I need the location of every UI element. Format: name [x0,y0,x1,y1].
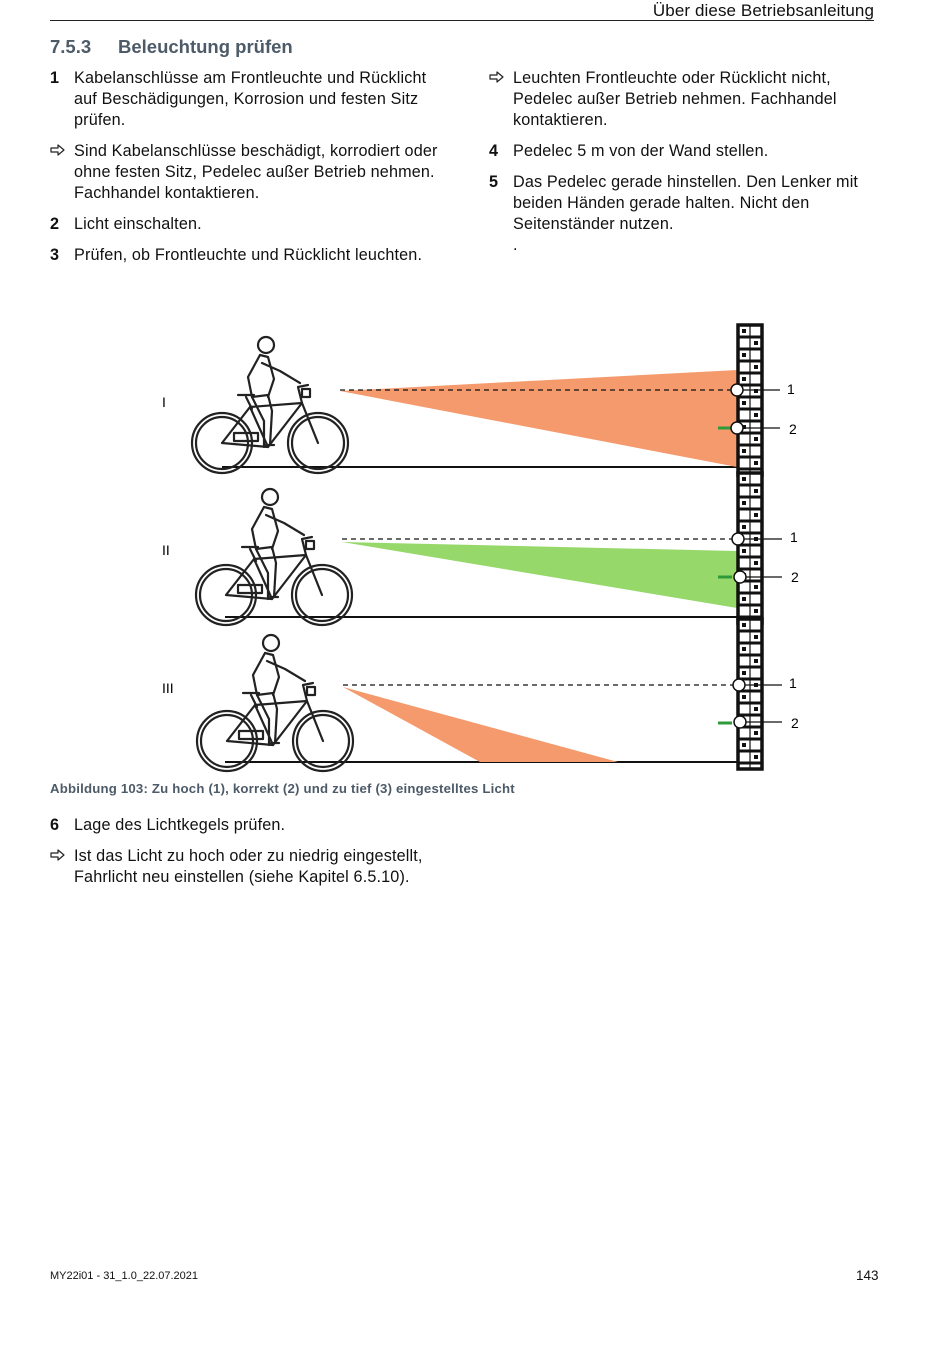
row-too-low [162,619,799,771]
light-beam-correct [342,542,737,608]
callout-label-1: 1 [790,529,798,545]
row-too-high [162,325,797,475]
right-column [489,68,889,266]
item-text: Das Pedelec gerade hinstellen. Den Lenker mit beiden Händen gerade halten. Nicht den Seitenständer nutzen. . [513,173,859,254]
instruction-step [50,214,450,235]
result-arrow-icon [50,849,65,861]
light-beam-too-high [340,370,737,467]
step-number: 1 [50,69,60,87]
row-label-1: I [162,394,166,410]
result-arrow-icon [489,71,504,83]
step-number: 3 [50,246,60,264]
pedelec-rider-icon [196,489,352,625]
item-text: Pedelec 5 m von der Wand stellen. [513,142,769,160]
callout-point-1 [733,679,745,691]
pedelec-rider-icon [192,337,348,473]
callout-point-1 [732,533,744,545]
result-arrow-icon [50,144,65,156]
callout-label-2: 2 [789,421,797,437]
figure-headlight-check [0,315,950,775]
running-header: Über diese Betriebsanleitung [652,1,874,20]
footer-doc-id: MY22i01 - 31_1.0_22.07.2021 [50,1270,199,1282]
callout-label-2: 2 [791,715,799,731]
instruction-step [50,815,450,836]
step-number: 5 [489,173,499,191]
left-column [50,68,450,276]
pedelec-rider-icon [197,635,353,771]
section-title: Beleuchtung prüfen [118,36,293,57]
wall-icon [738,619,762,769]
item-text: Lage des Lichtkegels prüfen. [74,816,286,834]
section-heading [50,36,293,58]
result-item [50,846,450,888]
callout-label-1: 1 [789,675,797,691]
item-text: Kabelanschlüsse am Frontleuchte und Rücklicht auf Beschädigungen, Korrosion und festen Sitz prüfen. [74,69,427,129]
callout-point-2 [731,422,743,434]
item-text: Ist das Licht zu hoch oder zu niedrig eingestellt, Fahrlicht neu einstellen (siehe Kapitel 6.5.10). [74,847,423,886]
bottom-column [50,815,450,898]
footer-page-number: 143 [856,1268,879,1283]
wall-icon [738,325,762,475]
instruction-step [489,141,889,162]
row-correct [162,473,799,625]
step-number: 6 [50,816,60,834]
row-label-2: II [162,542,170,558]
step-number: 4 [489,142,499,160]
callout-point-1 [731,384,743,396]
item-text: Leuchten Frontleuchte oder Rücklicht nicht, Pedelec außer Betrieb nehmen. Fachhandel kontaktieren. [513,69,837,129]
result-item [489,68,889,131]
item-text: Prüfen, ob Frontleuchte und Rücklicht leuchten. [74,246,423,264]
row-label-3: III [162,680,174,696]
item-text: Licht einschalten. [74,215,202,233]
instruction-step [50,245,450,266]
instruction-step [50,68,450,131]
callout-label-2: 2 [791,569,799,585]
section-number: 7.5.3 [50,36,92,57]
instruction-step [489,172,889,256]
light-beam-too-low [343,687,618,762]
step-number: 2 [50,215,60,233]
result-item [50,141,450,204]
callout-point-2 [734,716,746,728]
figure-caption: Abbildung 103: Zu hoch (1), korrekt (2) und zu tief (3) eingestelltes Licht [50,781,515,796]
item-text: Sind Kabelanschlüsse beschädigt, korrodiert oder ohne festen Sitz, Pedelec außer Betrieb nehmen. Fachhandel kontaktieren. [74,142,438,202]
callout-point-2 [734,571,746,583]
wall-icon [738,473,762,623]
callout-label-1: 1 [787,381,795,397]
